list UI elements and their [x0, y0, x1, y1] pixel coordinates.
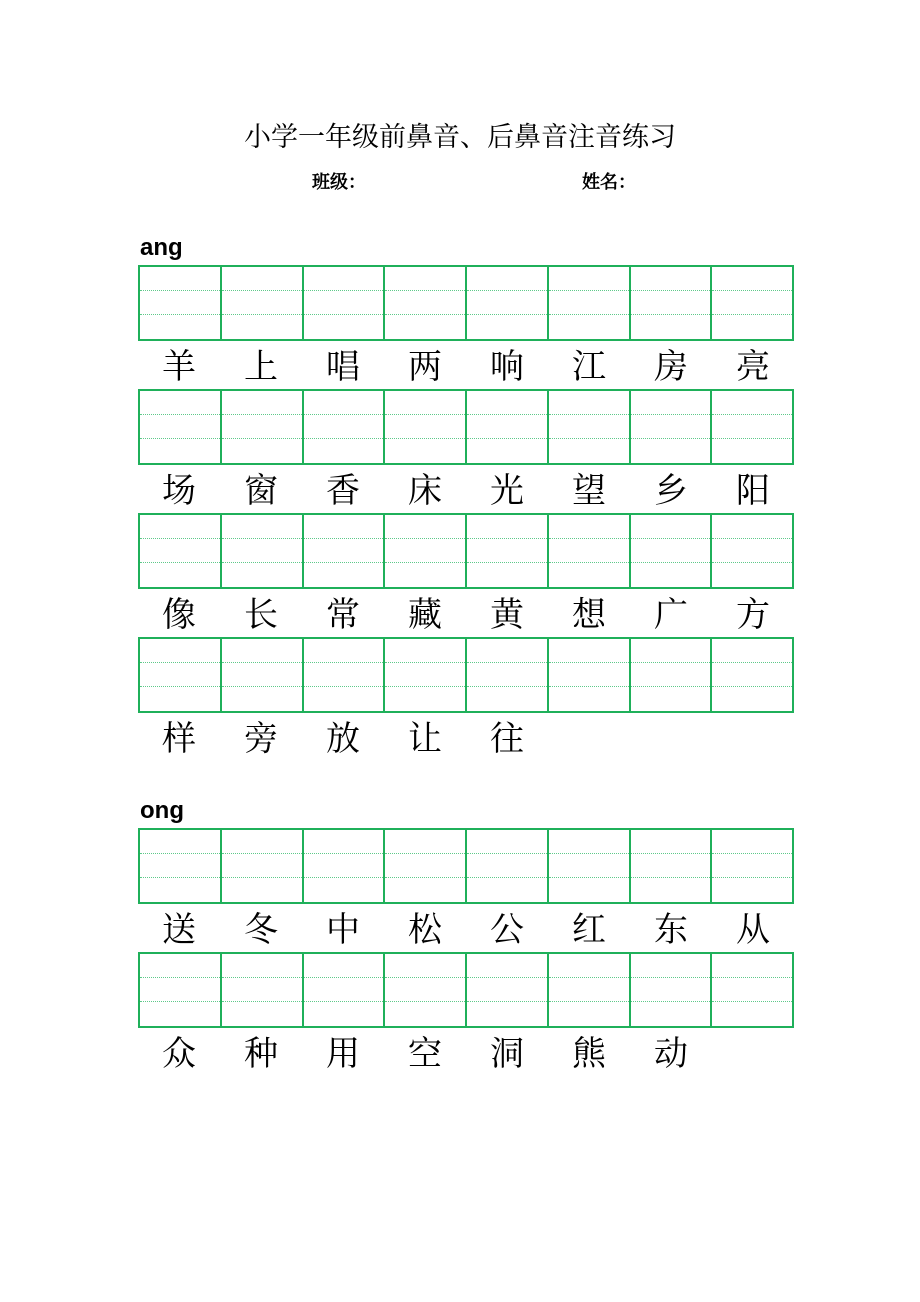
- pinyin-writing-cell[interactable]: [383, 513, 467, 589]
- hanzi-character: 空: [408, 1034, 442, 1074]
- hanzi-character: 用: [326, 1034, 360, 1074]
- hanzi-character: 旁: [244, 719, 278, 759]
- hanzi-character: 送: [162, 910, 196, 950]
- hanzi-character: 江: [572, 347, 606, 387]
- hanzi-character: 种: [244, 1034, 278, 1074]
- pinyin-writing-cell[interactable]: [302, 513, 386, 589]
- hanzi-character: 动: [654, 1034, 688, 1074]
- pinyin-writing-cell[interactable]: [629, 513, 713, 589]
- pinyin-writing-cell[interactable]: [547, 389, 631, 465]
- character-row: [138, 906, 794, 954]
- pinyin-writing-cell[interactable]: [710, 389, 794, 465]
- character-row: [138, 343, 794, 391]
- pinyin-writing-cell[interactable]: [465, 952, 549, 1028]
- hanzi-character: 中: [326, 910, 360, 950]
- hanzi-character: 房: [654, 347, 688, 387]
- hanzi-character: 阳: [736, 471, 770, 511]
- pinyin-grid-row: [138, 952, 794, 1028]
- hanzi-character: 想: [572, 595, 606, 635]
- hanzi-character: 长: [244, 595, 278, 635]
- hanzi-character: 方: [736, 595, 770, 635]
- pinyin-writing-cell[interactable]: [220, 389, 304, 465]
- hanzi-character: 窗: [244, 471, 278, 511]
- hanzi-character: 香: [326, 471, 360, 511]
- pinyin-writing-cell[interactable]: [465, 637, 549, 713]
- hanzi-character: 广: [654, 595, 688, 635]
- pinyin-writing-cell[interactable]: [302, 637, 386, 713]
- pinyin-writing-cell[interactable]: [710, 513, 794, 589]
- pinyin-writing-cell[interactable]: [302, 828, 386, 904]
- pinyin-writing-cell[interactable]: [710, 952, 794, 1028]
- section-heading-ang: ang: [140, 234, 183, 261]
- name-label: 姓名：: [582, 172, 636, 193]
- pinyin-writing-cell[interactable]: [629, 265, 713, 341]
- hanzi-character: 红: [572, 910, 606, 950]
- pinyin-writing-cell[interactable]: [547, 637, 631, 713]
- hanzi-character: 熊: [572, 1034, 606, 1074]
- pinyin-writing-cell[interactable]: [383, 828, 467, 904]
- pinyin-writing-cell[interactable]: [710, 637, 794, 713]
- pinyin-writing-cell[interactable]: [138, 828, 222, 904]
- hanzi-character: 响: [490, 347, 524, 387]
- pinyin-writing-cell[interactable]: [220, 513, 304, 589]
- pinyin-writing-cell[interactable]: [383, 952, 467, 1028]
- pinyin-writing-cell[interactable]: [465, 828, 549, 904]
- hanzi-character: 上: [244, 347, 278, 387]
- hanzi-character: 往: [490, 719, 524, 759]
- pinyin-writing-cell[interactable]: [547, 265, 631, 341]
- hanzi-character: 从: [736, 910, 770, 950]
- hanzi-character: 公: [490, 910, 524, 950]
- hanzi-character: 东: [654, 910, 688, 950]
- pinyin-writing-cell[interactable]: [465, 389, 549, 465]
- hanzi-character: 放: [326, 719, 360, 759]
- hanzi-character: 松: [408, 910, 442, 950]
- section-heading-ong: ong: [140, 797, 184, 824]
- pinyin-writing-cell[interactable]: [629, 637, 713, 713]
- pinyin-grid-row: [138, 637, 794, 713]
- hanzi-character: 像: [162, 595, 196, 635]
- class-label: 班级：: [312, 172, 366, 193]
- pinyin-writing-cell[interactable]: [302, 952, 386, 1028]
- pinyin-writing-cell[interactable]: [138, 389, 222, 465]
- pinyin-writing-cell[interactable]: [302, 389, 386, 465]
- character-row: [138, 467, 794, 515]
- pinyin-writing-cell[interactable]: [220, 952, 304, 1028]
- pinyin-writing-cell[interactable]: [465, 265, 549, 341]
- pinyin-writing-cell[interactable]: [220, 828, 304, 904]
- pinyin-writing-cell[interactable]: [629, 389, 713, 465]
- hanzi-character: 两: [408, 347, 442, 387]
- hanzi-character: 亮: [736, 347, 770, 387]
- hanzi-character: 藏: [408, 595, 442, 635]
- hanzi-character: 冬: [244, 910, 278, 950]
- pinyin-writing-cell[interactable]: [710, 828, 794, 904]
- pinyin-writing-cell[interactable]: [220, 637, 304, 713]
- pinyin-writing-cell[interactable]: [138, 637, 222, 713]
- hanzi-character: 唱: [326, 347, 360, 387]
- hanzi-character: 场: [162, 471, 196, 511]
- pinyin-writing-cell[interactable]: [383, 637, 467, 713]
- pinyin-writing-cell[interactable]: [383, 265, 467, 341]
- pinyin-writing-cell[interactable]: [220, 265, 304, 341]
- pinyin-grid-row: [138, 389, 794, 465]
- character-row: [138, 1030, 794, 1078]
- pinyin-writing-cell[interactable]: [629, 952, 713, 1028]
- pinyin-writing-cell[interactable]: [138, 513, 222, 589]
- pinyin-writing-cell[interactable]: [547, 513, 631, 589]
- character-row: [138, 591, 794, 639]
- pinyin-writing-cell[interactable]: [629, 828, 713, 904]
- pinyin-writing-cell[interactable]: [710, 265, 794, 341]
- character-row: [138, 715, 794, 763]
- hanzi-character: 望: [572, 471, 606, 511]
- pinyin-writing-cell[interactable]: [302, 265, 386, 341]
- hanzi-character: 常: [326, 595, 360, 635]
- pinyin-writing-cell[interactable]: [547, 828, 631, 904]
- hanzi-character: 让: [408, 719, 442, 759]
- hanzi-character: 黄: [490, 595, 524, 635]
- pinyin-writing-cell[interactable]: [383, 389, 467, 465]
- hanzi-character: 床: [408, 471, 442, 511]
- hanzi-character: 众: [162, 1034, 196, 1074]
- page-title: 小学一年级前鼻音、后鼻音注音练习: [244, 122, 676, 153]
- pinyin-grid-row: [138, 828, 794, 904]
- pinyin-writing-cell[interactable]: [138, 952, 222, 1028]
- hanzi-character: 羊: [162, 347, 196, 387]
- pinyin-writing-cell[interactable]: [465, 513, 549, 589]
- pinyin-writing-cell[interactable]: [138, 265, 222, 341]
- hanzi-character: 光: [490, 471, 524, 511]
- pinyin-grid-row: [138, 265, 794, 341]
- hanzi-character: 样: [162, 719, 196, 759]
- pinyin-grid-row: [138, 513, 794, 589]
- hanzi-character: 乡: [654, 471, 688, 511]
- hanzi-character: 洞: [490, 1034, 524, 1074]
- pinyin-writing-cell[interactable]: [547, 952, 631, 1028]
